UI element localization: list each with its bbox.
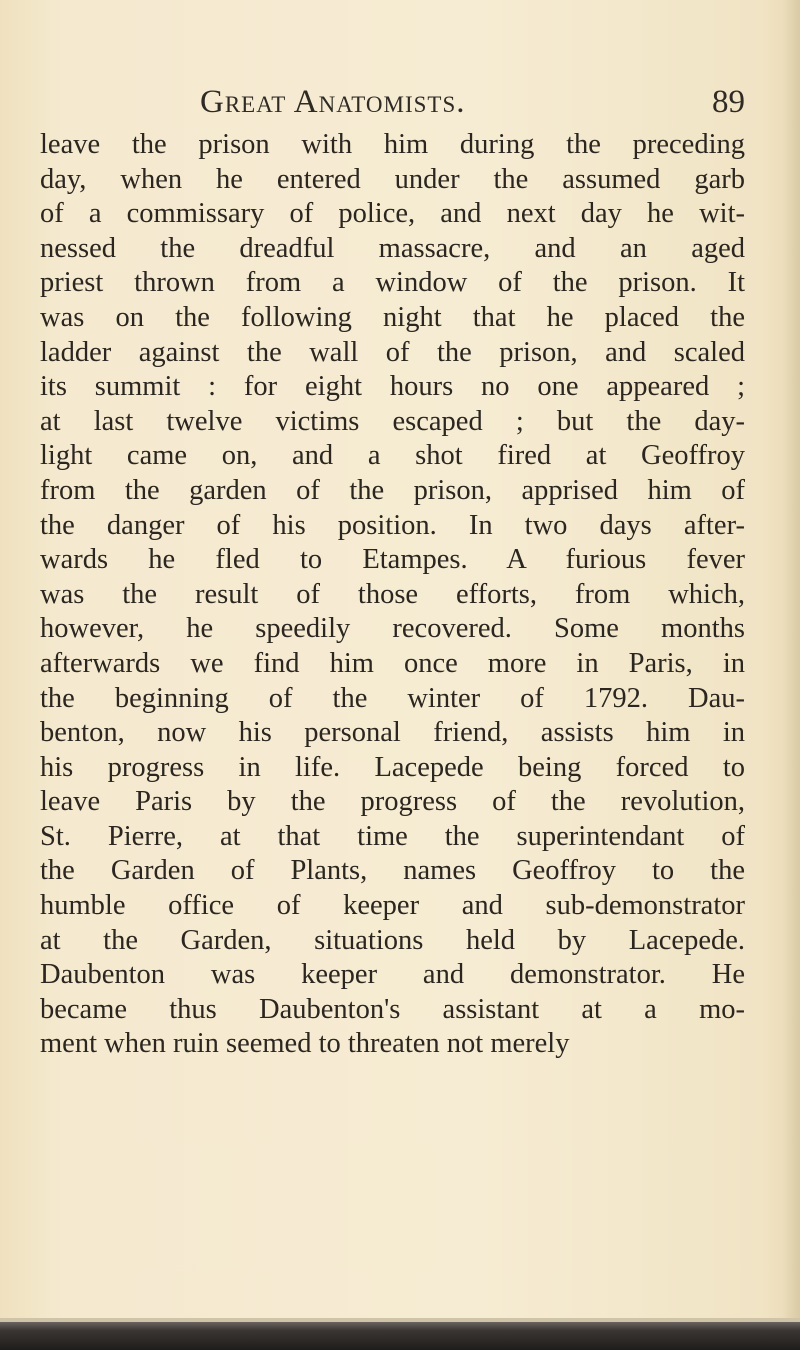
text-line: from the garden of the prison, apprised him of	[40, 474, 745, 506]
text-line: the beginning of the winter of 1792. Dau-	[40, 682, 745, 714]
text-line: benton, now his personal friend, assists him in	[40, 717, 745, 749]
text-line: at last twelve victims escaped ; but the day-	[40, 405, 745, 437]
text-line: its summit : for eight hours no one appeared ;	[40, 371, 745, 403]
text-line: light came on, and a shot fired at Geoffroy	[40, 440, 745, 472]
running-title: Great Anatomists.	[200, 84, 466, 120]
text-line: became thus Daubenton's assistant at a mo-	[40, 993, 745, 1025]
page-gutter-shadow	[782, 0, 800, 1330]
text-line: humble office of keeper and sub-demonstrator	[40, 890, 745, 922]
text-line: afterwards we find him once more in Paris, in	[40, 647, 745, 679]
text-line: ment when ruin seemed to threaten not merely	[40, 1028, 570, 1060]
scan-bottom-border	[0, 1322, 800, 1350]
text-line: wards he fled to Etampes. A furious fever	[40, 544, 745, 576]
text-line: day, when he entered under the assumed garb	[40, 163, 745, 195]
text-line: of a commissary of police, and next day he wit-	[40, 198, 745, 230]
text-line: the Garden of Plants, names Geoffroy to the	[40, 855, 745, 887]
text-line: priest thrown from a window of the prison. It	[40, 267, 745, 299]
text-line: Daubenton was keeper and demonstrator. He	[40, 959, 745, 991]
text-line: leave the prison with him during the preceding	[40, 129, 745, 160]
text-line: the danger of his position. In two days after-	[40, 509, 745, 541]
page-number: 89	[712, 84, 745, 120]
text-line: at the Garden, situations held by Lacepede.	[40, 924, 745, 956]
body-text	[40, 128, 745, 1062]
text-line: ladder against the wall of the prison, and scaled	[40, 336, 745, 368]
text-line: was the result of those efforts, from which,	[40, 578, 745, 610]
page-header	[200, 84, 745, 128]
text-line: St. Pierre, at that time the superintendant of	[40, 820, 745, 852]
text-line: nessed the dreadful massacre, and an aged	[40, 232, 745, 264]
text-line: leave Paris by the progress of the revolution,	[40, 786, 745, 818]
text-line: was on the following night that he placed the	[40, 301, 745, 333]
text-line: however, he speedily recovered. Some months	[40, 613, 745, 645]
text-line: his progress in life. Lacepede being forced to	[40, 751, 745, 783]
